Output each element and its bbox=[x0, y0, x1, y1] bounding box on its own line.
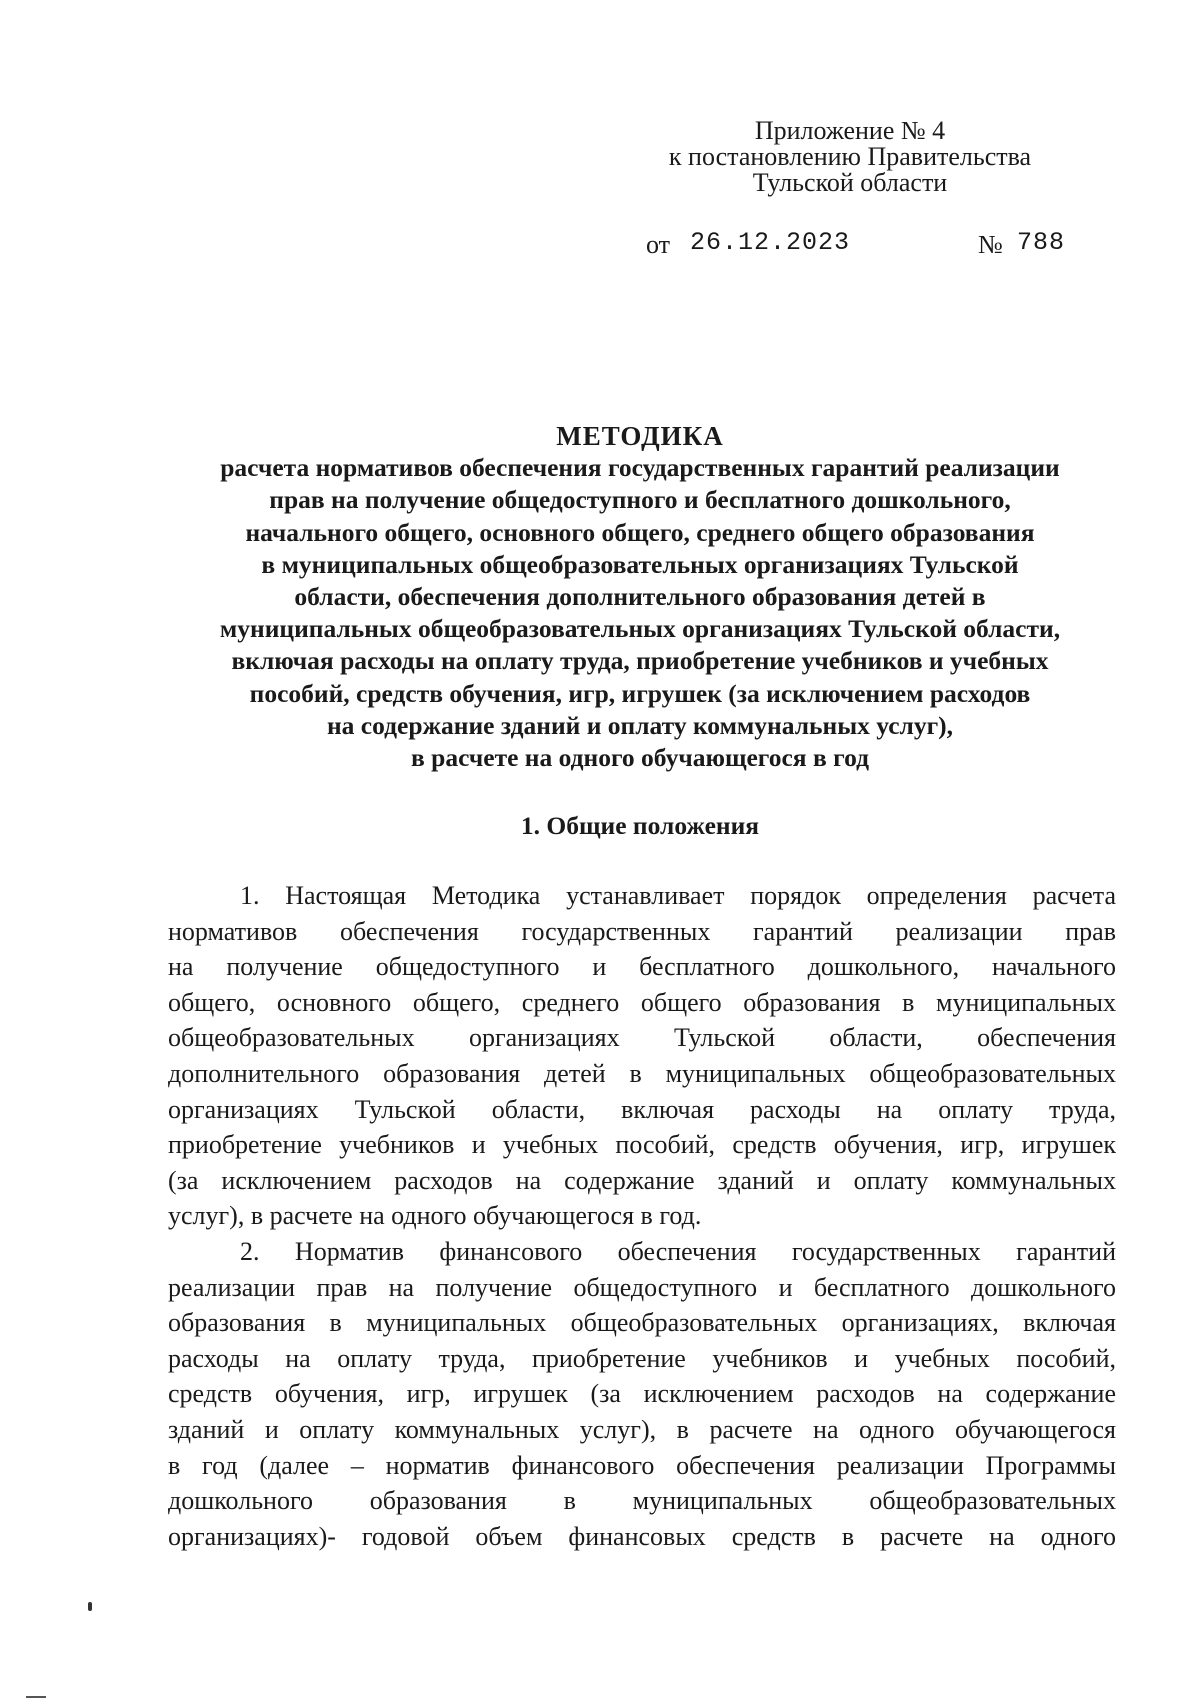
paragraph-1 bbox=[168, 878, 1116, 1234]
appendix-line: Приложение № 4 bbox=[754, 116, 946, 145]
paragraph-line: услуг), в расчете на одного обучающегося в год. bbox=[168, 1201, 702, 1231]
section-heading: 1. Общие положения bbox=[520, 811, 760, 840]
paragraph-line: расходы на оплату труда, приобретение учебников и учебных пособий, bbox=[168, 1343, 1116, 1373]
paragraph-line: средств обучения, игр, игрушек (за исключением расходов на содержание bbox=[168, 1379, 1116, 1409]
title-subtitle-line: в расчете на одного обучающегося в год bbox=[411, 743, 869, 773]
title-subtitle-line: расчета нормативов обеспечения государственных гарантий реализации bbox=[220, 453, 1060, 483]
from-label: от bbox=[646, 230, 671, 259]
paragraph-line: общего, основного общего, среднего общего образования в муниципальных bbox=[168, 987, 1116, 1017]
document-title-block bbox=[130, 420, 1150, 774]
body-text bbox=[168, 878, 1116, 1554]
document-date: 26.12.2023 bbox=[690, 228, 851, 257]
paragraph-line: общеобразовательных организациях Тульской области, обеспечения bbox=[168, 1023, 1116, 1053]
document-number: 788 bbox=[1017, 228, 1066, 257]
title-subtitle-line: на содержание зданий и оплату коммунальных услуг), bbox=[326, 710, 954, 740]
paragraph-line: организациях)- годовой объем финансовых средств в расчете на одного bbox=[168, 1521, 1116, 1551]
title-subtitle-line: прав на получение общедоступного и бесплатного дошкольного, bbox=[269, 485, 1011, 515]
paragraph-line: приобретение учебников и учебных пособий, средств обучения, игр, игрушек bbox=[168, 1130, 1116, 1160]
paragraph-line: дополнительного образования детей в муниципальных общеобразовательных bbox=[168, 1058, 1116, 1088]
title-subtitle-line: начального общего, основного общего, среднего общего образования bbox=[245, 517, 1035, 547]
title-subtitle-line: области, обеспечения дополнительного образования детей в bbox=[294, 582, 986, 612]
title-subtitle-line: муниципальных общеобразовательных организациях Тульской области, bbox=[219, 614, 1061, 644]
paragraph-line: реализации прав на получение общедоступного и бесплатного дошкольного bbox=[168, 1272, 1116, 1302]
paragraph-line: (за исключением расходов на содержание зданий и оплату коммунальных bbox=[168, 1165, 1116, 1195]
paragraph-line: нормативов обеспечения государственных гарантий реализации прав bbox=[168, 916, 1116, 946]
appendix-header bbox=[620, 118, 1080, 196]
appendix-line: Тульской области bbox=[752, 168, 948, 197]
title-subtitle-line: пособий, средств обучения, игр, игрушек (за исключением расходов bbox=[249, 678, 1031, 708]
appendix-line: к постановлению Правительства bbox=[668, 142, 1032, 171]
paragraph-line: зданий и оплату коммунальных услуг), в расчете на одного обучающегося bbox=[168, 1414, 1116, 1444]
paragraph-line: 2. Норматив финансового обеспечения государственных гарантий bbox=[240, 1236, 1116, 1266]
paragraph-line: образования в муниципальных общеобразовательных организациях, включая bbox=[168, 1308, 1116, 1338]
paragraph-line: 1. Настоящая Методика устанавливает порядок определения расчета bbox=[240, 881, 1116, 910]
title-subtitle-line: в муниципальных общеобразовательных организациях Тульской bbox=[261, 549, 1019, 579]
paragraph-line: дошкольного образования в муниципальных общеобразовательных bbox=[168, 1486, 1116, 1516]
scan-artifact-mark bbox=[88, 1602, 92, 1611]
paragraph-line: на получение общедоступного и бесплатного дошкольного, начального bbox=[168, 952, 1116, 982]
date-number-line bbox=[0, 226, 1200, 260]
paragraph-line: в год (далее – норматив финансового обеспечения реализации Программы bbox=[168, 1450, 1116, 1480]
title-subtitle-line: включая расходы на оплату труда, приобретение учебников и учебных bbox=[231, 646, 1049, 676]
scan-artifact-dash bbox=[26, 1696, 46, 1698]
number-label: № bbox=[978, 230, 1003, 259]
paragraph-2 bbox=[168, 1234, 1116, 1554]
document-title: МЕТОДИКА bbox=[556, 421, 724, 451]
paragraph-line: организациях Тульской области, включая расходы на оплату труда, bbox=[168, 1094, 1116, 1124]
